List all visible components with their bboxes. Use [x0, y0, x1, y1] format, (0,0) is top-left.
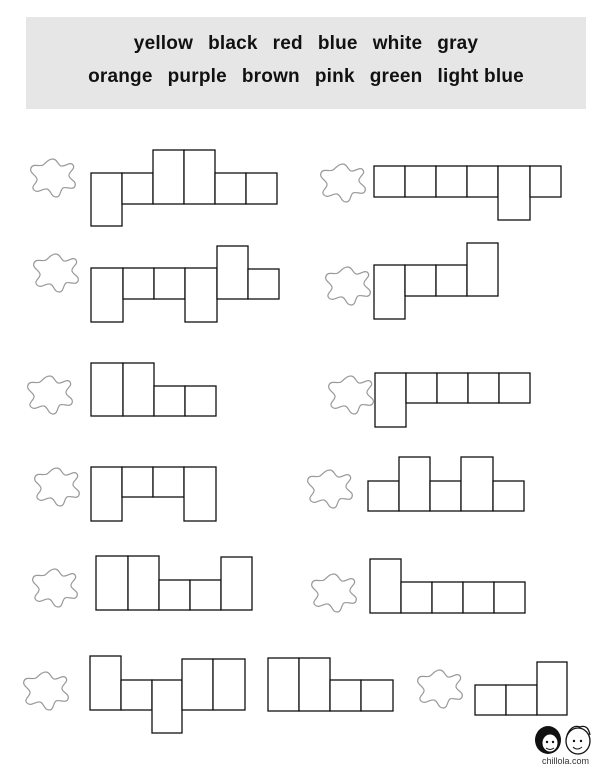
letter-box: [153, 467, 184, 497]
letter-box: [368, 481, 399, 511]
paint-splat-icon: [34, 254, 79, 292]
word-orange: orange: [88, 66, 153, 87]
paint-splat-icon: [28, 376, 73, 414]
letter-box: [436, 166, 467, 197]
letter-box: [405, 166, 436, 197]
letter-box: [122, 467, 153, 497]
letter-box: [91, 173, 122, 226]
letter-box: [213, 659, 245, 710]
word-shape-puzzle-9: [96, 556, 252, 610]
word-light-blue: light blue: [437, 66, 524, 87]
letter-box: [268, 658, 299, 711]
word-shape-puzzle-1: [91, 150, 277, 226]
word-shape-puzzle-12: [268, 658, 393, 711]
word-shape-puzzle-10: [370, 559, 525, 613]
letter-box: [370, 559, 401, 613]
letter-box: [121, 680, 152, 710]
letter-box: [96, 556, 128, 610]
letter-box: [128, 556, 159, 610]
letter-box: [374, 265, 405, 319]
chillola-kids-logo: [535, 726, 590, 754]
paint-splat-icon: [35, 468, 80, 506]
paint-splat-icon: [329, 376, 374, 414]
letter-box: [123, 268, 154, 299]
word-shape-puzzle-6: [375, 373, 530, 427]
word-shape-puzzle-3: [91, 246, 279, 322]
word-shape-puzzle-2: [374, 166, 561, 220]
letter-box: [499, 373, 530, 403]
letter-box: [91, 363, 123, 416]
letter-box: [190, 580, 221, 610]
word-white: white: [372, 33, 423, 54]
word-brown: brown: [241, 66, 300, 87]
paint-splat-icon: [31, 159, 76, 197]
word-red: red: [272, 33, 303, 54]
word-shape-puzzle-4: [374, 243, 498, 319]
letter-box: [122, 173, 153, 204]
word-yellow: yellow: [133, 33, 194, 54]
letter-box: [217, 246, 248, 299]
word-black: black: [208, 33, 258, 54]
letter-box: [361, 680, 393, 711]
word-gray: gray: [437, 33, 479, 54]
letter-box: [461, 457, 493, 511]
letter-box: [399, 457, 430, 511]
letter-box: [375, 373, 406, 427]
letter-box: [90, 656, 121, 710]
letter-box: [153, 150, 184, 204]
letter-box: [184, 467, 216, 521]
word-shape-puzzle-11: [90, 656, 245, 733]
word-shape-puzzle-5: [91, 363, 216, 416]
letter-box: [530, 166, 561, 197]
letter-box: [405, 265, 436, 296]
letter-box: [246, 173, 277, 204]
letter-box: [152, 680, 182, 733]
letter-box: [437, 373, 468, 403]
letter-box: [467, 243, 498, 296]
site-logo-text: chillola.com: [542, 756, 590, 766]
letter-box: [475, 685, 506, 715]
letter-box: [436, 265, 467, 296]
letter-box: [494, 582, 525, 613]
letter-box: [91, 467, 122, 521]
letter-box: [248, 269, 279, 299]
letter-box: [299, 658, 330, 711]
letter-box: [498, 166, 530, 220]
paint-splat-icon: [312, 574, 357, 612]
letter-box: [123, 363, 154, 416]
letter-box: [154, 386, 185, 416]
letter-box: [330, 680, 361, 711]
letter-box: [493, 481, 524, 511]
letter-box: [537, 662, 567, 715]
letter-box: [432, 582, 463, 613]
word-purple: purple: [167, 66, 227, 87]
paint-splat-icon: [24, 672, 69, 710]
letter-box: [406, 373, 437, 403]
word-green: green: [369, 66, 423, 87]
letter-box: [506, 685, 537, 715]
letter-box: [159, 580, 190, 610]
paint-splat-icon: [33, 569, 78, 607]
paint-splat-icon: [321, 164, 366, 202]
word-shape-puzzle-8: [368, 457, 524, 511]
letter-box: [185, 268, 217, 322]
word-shape-puzzle-13: [475, 662, 567, 715]
letter-box: [401, 582, 432, 613]
letter-box: [467, 166, 498, 197]
word-shape-puzzle-7: [91, 467, 216, 521]
letter-box: [154, 268, 185, 299]
letter-box: [463, 582, 494, 613]
letter-box: [468, 373, 499, 403]
letter-box: [184, 150, 215, 204]
paint-splat-icon: [308, 470, 353, 508]
paint-splat-icon: [418, 670, 463, 708]
word-blue: blue: [317, 33, 358, 54]
letter-box: [182, 659, 213, 710]
word-pink: pink: [314, 66, 355, 87]
letter-box: [221, 557, 252, 610]
letter-box: [91, 268, 123, 322]
letter-box: [185, 386, 216, 416]
letter-box: [430, 481, 461, 511]
paint-splat-icon: [326, 267, 371, 305]
letter-box: [215, 173, 246, 204]
letter-box: [374, 166, 405, 197]
